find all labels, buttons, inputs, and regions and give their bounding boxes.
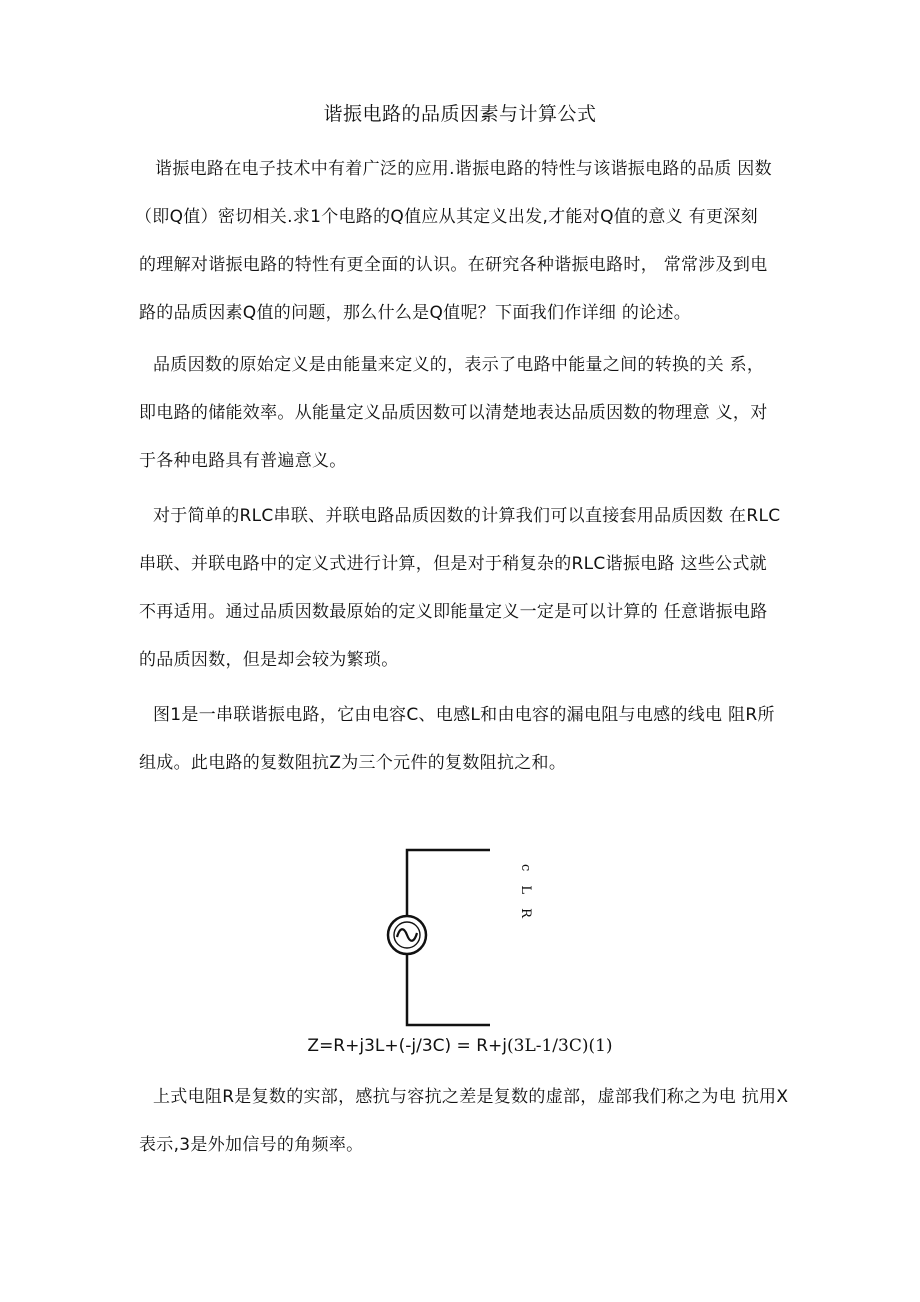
paragraph-line: 即电路的储能效率。从能量定义品质因数可以清楚地表达品质因数的物理意 义，对 [139,403,768,423]
paragraph-line: 品质因数的原始定义是由能量来定义的，表示了电路中能量之间的转换的关 系， [153,355,765,375]
paragraph-line: 于各种电路具有普遍意义。 [139,451,347,471]
paragraph-line: 不再适用。通过品质因数最原始的定义即能量定义一定是可以计算的 任意谐振电路 [139,602,768,622]
paragraph-line: 图1是一串联谐振电路，它由电容C、电感L和由电容的漏电阻与电感的线电 阻R所 [153,705,775,725]
formula-left: Z=R+j3L+(-j/3C) = R+j [307,1036,507,1056]
paragraph-line: 的理解对谐振电路的特性有更全面的认识。在研究各种谐振电路时， 常常涉及到电 [139,255,768,275]
paragraph-line: （即Q值）密切相关.求1个电路的Q值应从其定义出发,才能对Q值的意义 有更深刻 [135,207,758,227]
top-wire [407,850,490,915]
paragraph-line: 对于简单的RLC串联、并联电路品质因数的计算我们可以直接套用品质因数 在RLC [153,506,781,526]
bottom-wire [407,955,490,1025]
paragraph-line: 路的品质因素Q值的问题，那么什么是Q值呢？下面我们作详细 的论述。 [139,303,692,323]
paragraph-line: 的品质因数，但是却会较为繁琐。 [139,650,399,670]
ac-source-icon [388,916,426,954]
paragraph-line: 串联、并联电路中的定义式进行计算，但是对于稍复杂的RLC谐振电路 这些公式就 [139,554,767,574]
formula-right: (3L-1/3C) [507,1036,589,1056]
paragraph-line: 表示,3是外加信号的角频率。 [139,1135,364,1155]
circuit-diagram [380,842,540,1032]
paragraph-line: 上式电阻R是复数的实部，感抗与容抗之差是复数的虚部，虚部我们称之为电 抗用X [153,1087,789,1107]
paragraph-line: 谐振电路在电子技术中有着广泛的应用.谐振电路的特性与该谐振电路的品质 因数 [155,159,772,179]
impedance-formula [0,1033,920,1059]
paragraph-line: 组成。此电路的复数阻抗Z为三个元件的复数阻抗之和。 [139,753,567,773]
component-labels: c L R [518,864,533,923]
document-title: 谐振电路的品质因素与计算公式 [323,103,597,125]
formula-number: (1) [588,1036,613,1056]
